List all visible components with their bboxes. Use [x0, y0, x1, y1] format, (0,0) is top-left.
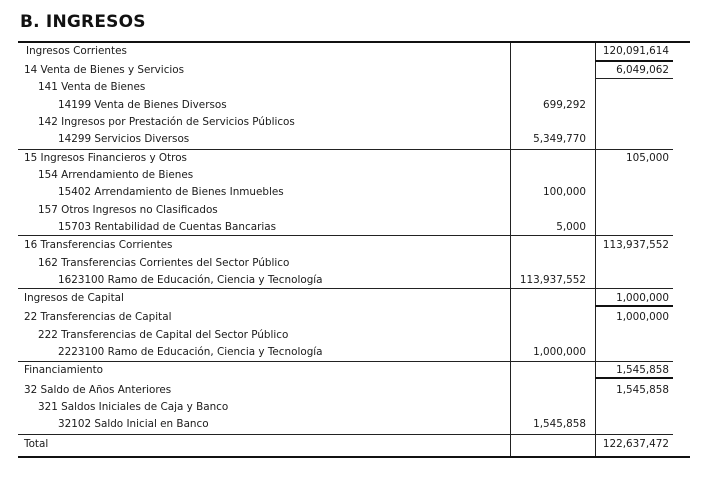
table-row — [18, 43, 690, 60]
row-label: 154 Arrendamiento de Bienes — [38, 169, 194, 181]
row-label: 222 Transferencias de Capital del Sector Público — [38, 329, 289, 341]
table-row — [18, 114, 690, 131]
row-label: 15402 Arrendamiento de Bienes Inmuebles — [58, 186, 284, 198]
row-label: 14 Venta de Bienes y Servicios — [24, 64, 185, 76]
row-label: 1623100 Ramo de Educación, Ciencia y Tecnología — [58, 274, 323, 286]
row-detail-value: 699,292 — [543, 99, 586, 111]
table-row — [18, 255, 690, 272]
table-row — [18, 399, 690, 416]
income-table — [18, 43, 690, 456]
row-label: 142 Ingresos por Prestación de Servicios Públicos — [38, 116, 295, 128]
row-label: 22 Transferencias de Capital — [24, 311, 172, 323]
row-label: Ingresos de Capital — [24, 292, 124, 304]
table-row-total — [18, 436, 690, 453]
bottom-rule — [18, 456, 690, 458]
table-row — [18, 184, 690, 201]
row-label: 321 Saldos Iniciales de Caja y Banco — [38, 401, 229, 413]
row-label: 162 Transferencias Corrientes del Sector Público — [38, 257, 290, 269]
row-label: 15703 Rentabilidad de Cuentas Bancarias — [58, 221, 277, 233]
table-row — [18, 97, 690, 114]
row-label: Total — [24, 438, 49, 450]
row-total-value: 105,000 — [626, 152, 669, 164]
row-detail-value: 5,349,770 — [533, 133, 586, 145]
row-label: 2223100 Ramo de Educación, Ciencia y Tecnología — [58, 346, 323, 358]
table-row — [18, 272, 690, 289]
row-detail-value: 1,000,000 — [533, 346, 586, 358]
section-title: B. INGRESOS — [20, 12, 146, 32]
row-label: 14199 Venta de Bienes Diversos — [58, 99, 227, 111]
row-total-value: 1,545,858 — [616, 364, 669, 376]
table-row — [18, 382, 690, 399]
table-row — [18, 290, 690, 307]
table-row — [18, 79, 690, 96]
row-label: 157 Otros Ingresos no Clasificados — [38, 204, 218, 216]
row-total-value: 1,000,000 — [616, 311, 669, 323]
table-row — [18, 344, 690, 361]
table-row — [18, 362, 690, 379]
table-row — [18, 309, 690, 326]
table-row — [18, 202, 690, 219]
row-label: 32102 Saldo Inicial en Banco — [58, 418, 209, 430]
table-row — [18, 327, 690, 344]
table-row — [18, 416, 690, 433]
row-label: Financiamiento — [24, 364, 104, 376]
row-detail-value: 113,937,552 — [519, 274, 586, 286]
table-row — [18, 237, 690, 254]
row-label: 14299 Servicios Diversos — [58, 133, 190, 145]
table-row — [18, 219, 690, 236]
table-row — [18, 150, 690, 167]
row-total-value: 6,049,062 — [616, 64, 669, 76]
row-detail-value: 1,545,858 — [533, 418, 586, 430]
row-total-value: 122,637,472 — [602, 438, 669, 450]
table-row — [18, 62, 690, 79]
row-total-value: 1,545,858 — [616, 384, 669, 396]
row-total-value: 120,091,614 — [602, 45, 669, 57]
row-detail-value: 100,000 — [543, 186, 586, 198]
row-label: Ingresos Corrientes — [26, 45, 127, 57]
rule-total — [18, 434, 673, 435]
row-total-value: 113,937,552 — [602, 239, 669, 251]
row-label: 141 Venta de Bienes — [38, 81, 146, 93]
row-total-value: 1,000,000 — [616, 292, 669, 304]
row-label: 16 Transferencias Corrientes — [24, 239, 173, 251]
row-detail-value: 5,000 — [556, 221, 586, 233]
table-row — [18, 167, 690, 184]
table-row — [18, 131, 690, 148]
row-label: 32 Saldo de Años Anteriores — [24, 384, 172, 396]
row-label: 15 Ingresos Financieros y Otros — [24, 152, 187, 164]
